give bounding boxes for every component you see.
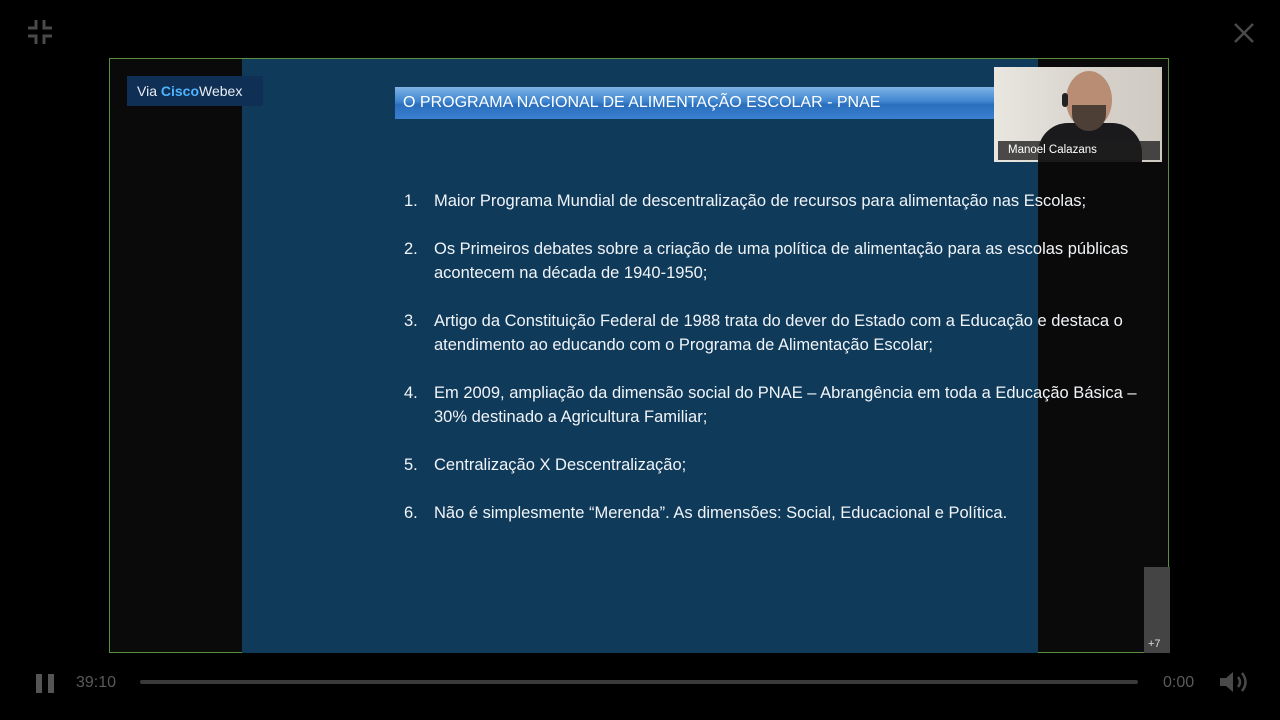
participant-name: Manoel Calazans — [998, 141, 1160, 160]
list-item — [404, 453, 1144, 477]
shared-screen-stage — [109, 58, 1169, 653]
badge-cisco: Cisco — [160, 83, 199, 99]
list-item — [404, 501, 1144, 525]
item-number: 3. — [404, 312, 418, 330]
current-time: 39:10 — [76, 674, 117, 691]
slide-title: O PROGRAMA NACIONAL DE ALIMENTAÇÃO ESCOLAR - PNAE — [403, 94, 881, 111]
badge-webex: Webex — [199, 83, 243, 99]
more-participants-count: +7 — [1148, 638, 1161, 650]
item-text: Não é simplesmente “Merenda”. As dimensões: Social, Educacional e Política. — [434, 504, 1008, 522]
close-icon[interactable] — [1231, 20, 1257, 46]
pause-icon — [36, 674, 42, 693]
list-item — [404, 189, 1144, 213]
item-number: 5. — [404, 456, 418, 474]
headset-mic — [1062, 93, 1068, 107]
exit-fullscreen-icon[interactable] — [26, 18, 54, 46]
item-text: Artigo da Constituição Federal de 1988 trata do dever do Estado com a Educação e destaca o atendimento ao educando com o Programa de Alimentação Escolar; — [434, 312, 1123, 354]
slide-bullet-list — [404, 189, 1144, 549]
item-text: Centralização X Descentralização; — [434, 456, 687, 474]
badge-via: Via — [137, 83, 157, 99]
item-text: Os Primeiros debates sobre a criação de uma política de alimentação para as escolas públicas acontecem na década de 1940-1950; — [434, 240, 1129, 282]
item-number: 2. — [404, 240, 418, 258]
item-number: 6. — [404, 504, 418, 522]
participant-video-tile[interactable] — [994, 67, 1162, 162]
more-participants-button[interactable] — [1144, 567, 1170, 653]
seek-bar[interactable] — [140, 680, 1138, 684]
pause-button[interactable] — [36, 673, 56, 693]
volume-icon[interactable] — [1218, 669, 1254, 695]
item-text: Em 2009, ampliação da dimensão social do PNAE – Abrangência em toda a Educação Básica – 30% destinado a Agricultura Familiar; — [434, 384, 1137, 426]
list-item — [404, 237, 1144, 285]
item-text: Maior Programa Mundial de descentralização de recursos para alimentação nas Escolas; — [434, 192, 1087, 210]
list-item — [404, 381, 1144, 429]
list-item — [404, 309, 1144, 357]
item-number: 4. — [404, 384, 418, 402]
end-time: 0:00 — [1163, 674, 1195, 691]
pause-icon-bar — [48, 674, 54, 693]
via-cisco-webex-badge — [127, 76, 263, 106]
item-number: 1. — [404, 192, 418, 210]
